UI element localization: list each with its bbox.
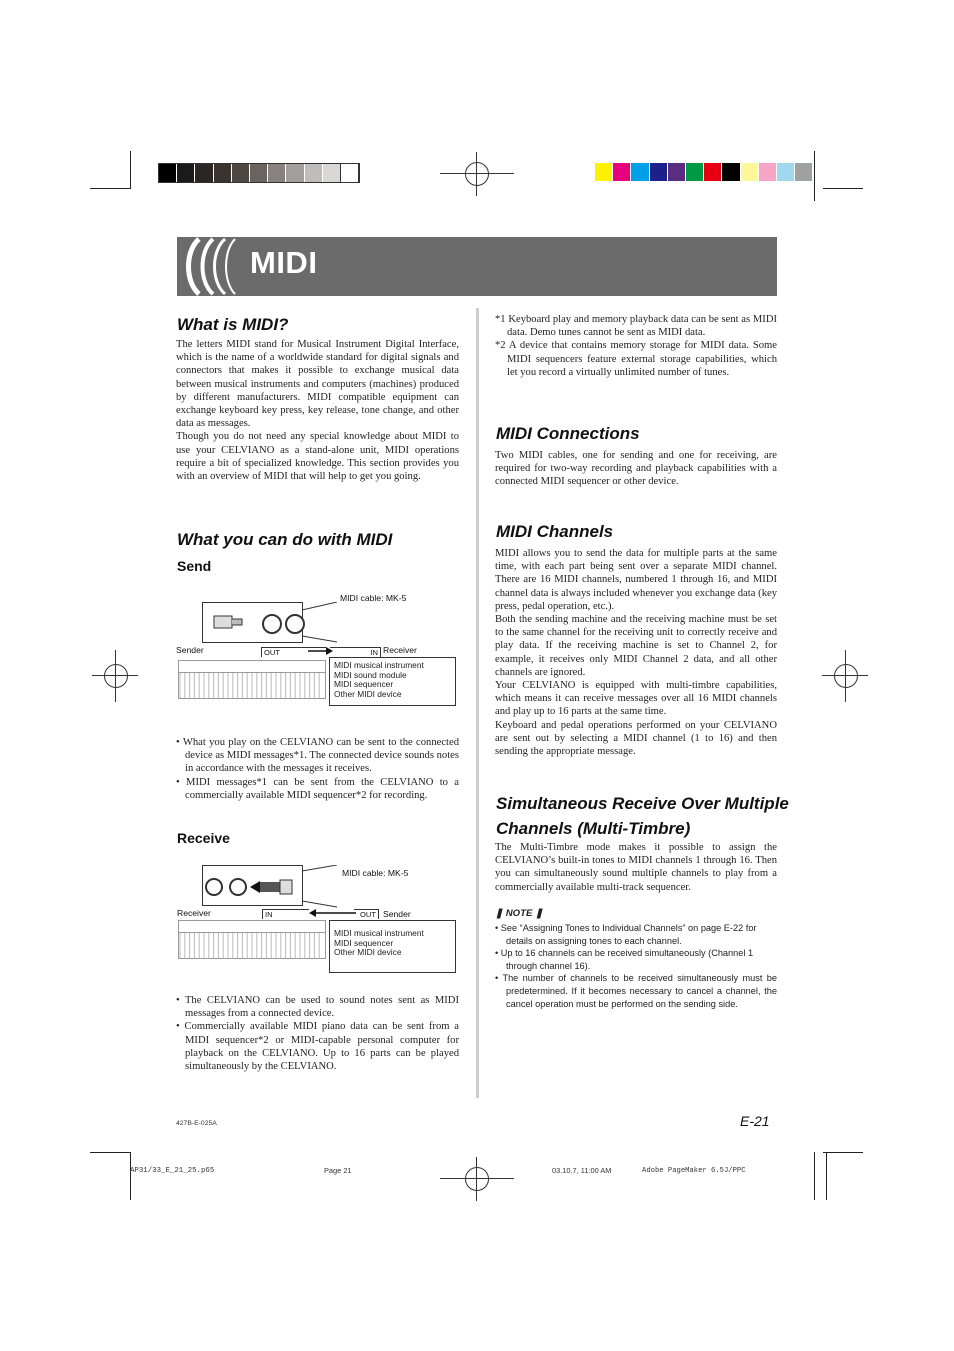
heading-line: Channels (Multi-Timbre) (496, 819, 691, 838)
what-is-midi-text (176, 338, 459, 483)
registration-mark-left (92, 664, 138, 688)
color-swatch (177, 164, 194, 182)
color-swatch (704, 163, 721, 181)
color-swatch (286, 164, 303, 182)
color-swatch (686, 163, 703, 181)
color-swatch (305, 164, 322, 182)
piano-keyboard-illustration (178, 660, 326, 702)
note-heading (495, 908, 777, 919)
paragraph: Though you do not need any special knowledge about MIDI to use your CELVIANO as a stand-alone unit, MIDI operations require a bit of specialized knowledge. This section provides you with an overview of MIDI that will help to get you going. (176, 431, 459, 483)
title-banner (177, 237, 777, 296)
paragraph: MIDI allows you to send the data for multiple parts at the same time, with each part being sent over a separate MIDI channel. There are 16 MIDI channels, numbered 1 through 16, and MIDI channel data is always included whenever you exchange data (key press, pedal operation, etc.). (495, 548, 777, 612)
receive-diagram (176, 865, 460, 975)
color-swatch (613, 163, 630, 181)
footnote: *2 A device that contains memory storage for MIDI data. Some MIDI sequencers feature external storage capabilities, which let you record a virtually unlimited number of tunes. (495, 340, 777, 378)
device-item: MIDI musical instrument (334, 928, 424, 938)
channels-text (495, 547, 777, 758)
color-swatch (631, 163, 648, 181)
process-color-bar (595, 163, 795, 181)
cable-label: MIDI cable: MK-5 (342, 868, 409, 878)
cable-label: MIDI cable: MK-5 (340, 593, 407, 603)
slug-file: AP31/33_E_21_25.p65 (130, 1167, 215, 1175)
slug-page: Page 21 (324, 1166, 352, 1175)
heading-what-is-midi: What is MIDI? (177, 315, 289, 334)
column-divider (476, 308, 479, 1098)
color-swatch (323, 164, 340, 182)
connections-text: Two MIDI cables, one for sending and one for receiving, are required for two-way recording and playback capabilities with a connected MIDI sequencer or other device. (495, 450, 777, 488)
arrow-left-icon (308, 908, 356, 918)
bullet-item: • Commercially available MIDI piano data can be sent from a MIDI sequencer*2 or MIDI-capable personal computer for playback on the CELVIANO. Up to 16 parts can be played simultaneously by the CELVIANO. (176, 1021, 460, 1073)
paragraph: Your CELVIANO is equipped with multi-timbre capabilities, which means it can receive messages over all 16 MIDI channels and play up to 16 parts at the same time. (495, 680, 777, 718)
color-swatch (668, 163, 685, 181)
send-diagram (176, 590, 460, 710)
paragraph: Keyboard and pedal operations performed on your CELVIANO are sent out by selecting a MIDI channel (1 to 16) and then sending the appropriate message. (495, 719, 777, 758)
note-label: NOTE (505, 908, 533, 919)
note-box (495, 908, 777, 1010)
sender-label: Sender (176, 645, 204, 655)
banner-arcs-icon (179, 237, 245, 296)
send-bullets (176, 736, 459, 802)
sender-device-list (329, 920, 456, 973)
color-swatch (250, 164, 267, 182)
in-port-label: IN (330, 647, 381, 657)
color-swatch (722, 163, 739, 181)
registration-mark-right (822, 664, 868, 688)
slug-app: Adobe PageMaker 6.5J/PPC (642, 1167, 746, 1175)
multi-timbre-text: The Multi-Timbre mode makes it possible to assign the CELVIANO’s built-in tones to MIDI channels 1 through 16. Then you can simultaneously sound multiple channels to play from a commercially available multi-track sequencer. (495, 842, 777, 893)
color-swatch (159, 164, 176, 182)
note-item: • Up to 16 channels can be received simultaneously (Channel 1 through channel 16). (495, 948, 754, 971)
sender-label: Sender (383, 909, 411, 919)
page-number: E-21 (740, 1113, 770, 1129)
heading-midi-connections: MIDI Connections (496, 424, 640, 443)
registration-mark-bottom (440, 1167, 514, 1191)
note-item: • The number of channels to be received simultaneously must be predetermined. If it becomes necessary to cancel a channel, the cancel operation must be performed on the sending side. (495, 973, 777, 1009)
color-swatch (595, 163, 612, 181)
paragraph: Both the sending machine and the receiving machine must be set to the same channel for the receiving unit to correctly receive and play data. If the receiving machine is set to Channel 2, for example, it receives only MIDI Channel 2 data, and all other channels are ignored. (495, 614, 777, 678)
color-swatch (195, 164, 212, 182)
in-port-label: IN (262, 909, 309, 919)
footnotes (495, 313, 777, 379)
footnote: *1 Keyboard play and memory playback data can be sent as MIDI data. Demo tunes cannot be sent as MIDI data. (495, 314, 777, 339)
heading-line: Simultaneous Receive Over Multiple (496, 794, 789, 813)
receiver-device-list (329, 657, 456, 706)
color-swatch (232, 164, 249, 182)
heading-multi-timbre (496, 791, 789, 841)
device-item: Other MIDI device (334, 688, 402, 699)
bullet-item: • The CELVIANO can be used to sound notes sent as MIDI messages from a connected device. (176, 995, 459, 1020)
send-connector-illustration (202, 602, 342, 646)
color-swatch (650, 163, 667, 181)
registration-mark-top (440, 162, 514, 186)
device-item: MIDI sequencer (334, 679, 394, 690)
bullet-item: • MIDI messages*1 can be sent from the CELVIANO to a commercially available MIDI sequencer*2 for recording. (176, 776, 459, 801)
grayscale-color-bar (158, 163, 360, 183)
device-item: Other MIDI device (334, 947, 402, 958)
color-swatch (341, 164, 358, 182)
heading-midi-channels: MIDI Channels (496, 522, 614, 541)
heading-send: Send (177, 558, 212, 574)
document-code: 427B-E-025A (176, 1120, 217, 1127)
note-marker-icon: ❚ (535, 908, 544, 919)
device-item: MIDI sound module (334, 669, 407, 680)
receive-connector-illustration (202, 865, 342, 909)
color-swatch (795, 163, 812, 181)
receiver-label: Receiver (383, 645, 417, 655)
page-title: MIDI (250, 245, 318, 280)
receiver-label: Receiver (177, 908, 211, 918)
piano-keyboard-illustration (178, 920, 326, 962)
heading-receive: Receive (177, 830, 230, 846)
device-item: MIDI sequencer (334, 937, 394, 948)
note-marker-icon: ❚ (495, 908, 504, 919)
bullet-item: • What you play on the CELVIANO can be sent to the connected device as MIDI messages*1. The connected device sounds notes in accordance with the messages it receives. (176, 737, 459, 775)
heading-what-you-can-do: What you can do with MIDI (177, 530, 393, 549)
note-item: • See “Assigning Tones to Individual Channels” on page E-22 for details on assigning tones to each channel. (495, 923, 757, 946)
device-item: MIDI musical instrument (334, 660, 424, 670)
color-swatch (268, 164, 285, 182)
out-port-label: OUT (354, 909, 379, 919)
out-port-label: OUT (261, 647, 326, 657)
color-swatch (759, 163, 776, 181)
color-swatch (741, 163, 758, 181)
color-swatch (777, 163, 794, 181)
receive-bullets (176, 994, 459, 1073)
color-swatch (214, 164, 231, 182)
paragraph: The letters MIDI stand for Musical Instrument Digital Interface, which is the name of a worldwide standard for digital signals and connectors that makes it possible to exchange musical data between musical instruments and computers (machines) produced by different manufacturers. MIDI compatible equipment can exchange keyboard key press, key release, tone change, and other data as messages. (176, 339, 459, 430)
slug-date: 03.10.7, 11:00 AM (552, 1166, 612, 1175)
